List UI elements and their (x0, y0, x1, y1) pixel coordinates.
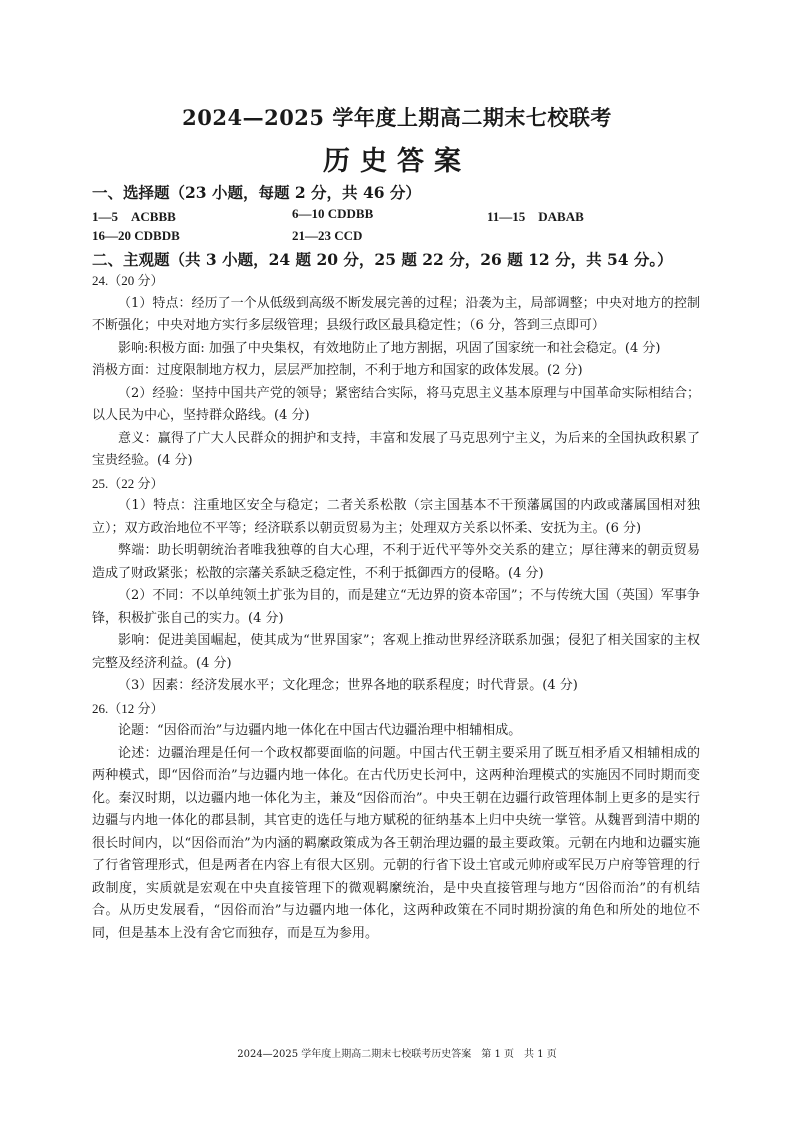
q25-label: 25.（22 分） (92, 475, 164, 491)
q24-part2: （2）经验：坚持中国共产党的领导；紧密结合实际，将马克思主义基本原理与中国革命实际相结合；以人民为中心，坚持群众路线。(4 分) (92, 385, 700, 423)
q26-argument: 论述：边疆治理是任何一个政权都要面临的问题。中国古代王朝主要采用了既互相矛盾又相辅相成的两种模式，即“因俗而治”与边疆内地一体化。在古代历史长河中，这两种治理模式的实施因不同时期而变化。秦汉时期，以边疆内地一体化为主，兼及“因俗而治”。中央王朝在边疆行政管理体制上更多的是实行边疆与内地一体化的郡县制，其官吏的选任与地方赋税的征纳基本上归中央统一掌管。从魏晋到清中期的很长时间内，以“因俗而治”为内涵的羁縻政策成为各王朝治理边疆的最主要政策。元朝在内地和边疆实施了行省管理形式，但是两者在内容上有很大区别。元朝的行省下设土官或元帅府或军民万户府等管理的行政制度，实质就是宏观在中央直接管理下的微观羁縻统治，是中央直接管理与地方“因俗而治”的有机结合。从历史发展看，“因俗而治”与边疆内地一体化，这两种政策在不同时期扮演的角色和所处的地位不同，但是基本上没有舍它而独存，而是互为参用。 (92, 745, 700, 941)
answer-group-1: 1—5 ACBBB (92, 209, 176, 224)
q24-impact-negative: 消极方面：过度限制地方权力，层层严加控制，不利于地方和国家的政体发展。(2 分) (92, 363, 583, 378)
q24-part1: （1）特点：经历了一个从低级到高级不断发展完善的过程；沿袭为主，局部调整；中央对地方的控制不断强化；中央对地方实行多层级管理；县级行政区最具稳定性；（6 分，答到三点即可） (92, 295, 700, 333)
document-title: 2024—2025 学年度上期高二期末七校联考 (182, 105, 612, 130)
q25-part1: （1）特点：注重地区安全与稳定；二者关系松散（宗主国基本不干预藩属国的内政或藩属国相对独立）；双方政治地位不平等；经济联系以朝贡贸易为主；处理双方关系以怀柔、安抚为主。(6 分) (92, 498, 700, 536)
answer-group-3: 11—15 DABAB (487, 209, 584, 224)
answer-group-2: 6—10 CDDBB (292, 206, 374, 221)
answer-group-5: 21—23 CCD (292, 228, 363, 243)
answer-group-4: 16—20 CDBDB (92, 228, 180, 243)
page-footer: 2024—2025 学年度上期高二期末七校联考历史答案 第 1 页 共 1 页 (237, 1049, 557, 1060)
subjective-answers (92, 270, 700, 945)
q25-drawbacks: 弊端：助长明朝统治者唯我独尊的自大心理，不利于近代平等外交关系的建立；厚往薄来的朝贡贸易造成了财政紧张；松散的宗藩关系缺乏稳定性，不利于抵御西方的侵略。(4 分) (92, 543, 700, 581)
q24-label: 24.（20 分） (92, 273, 164, 288)
section2-heading: 二、主观题（共 3 小题，24 题 20 分，25 题 22 分，26 题 12 分，共 54 分。） (92, 250, 673, 269)
q24-significance: 意义：赢得了广大人民群众的拥护和支持，丰富和发展了马克思列宁主义，为后来的全国执政积累了宝贵经验。(4 分) (92, 430, 700, 468)
q25-part3: （3）因素：经济发展水平；文化理念；世界各地的联系程度；时代背景。(4 分) (118, 678, 578, 693)
section1-heading: 一、选择题（23 小题，每题 2 分，共 46 分） (92, 183, 421, 202)
q25-impact: 影响：促进美国崛起，使其成为“世界国家”；客观上推动世界经济联系加强；侵犯了相关国家的主权完整及经济利益。(4 分) (92, 633, 700, 671)
q26-thesis: 论题：“因俗而治”与边疆内地一体化在中国古代边疆治理中相辅相成。 (118, 723, 522, 738)
document-subtitle: 历史答案 (323, 146, 471, 177)
q24-impact-positive: 影响:积极方面: 加强了中央集权，有效地防止了地方割据，巩固了国家统一和社会稳定。(4 分) (118, 340, 661, 356)
q26-label: 26.（12 分） (92, 700, 164, 716)
q25-part2: （2）不同：不以单纯领土扩张为目的，而是建立“无边界的资本帝国”；不与传统大国（英国）军事争锋，积极扩张自己的实力。(4 分) (92, 588, 700, 626)
